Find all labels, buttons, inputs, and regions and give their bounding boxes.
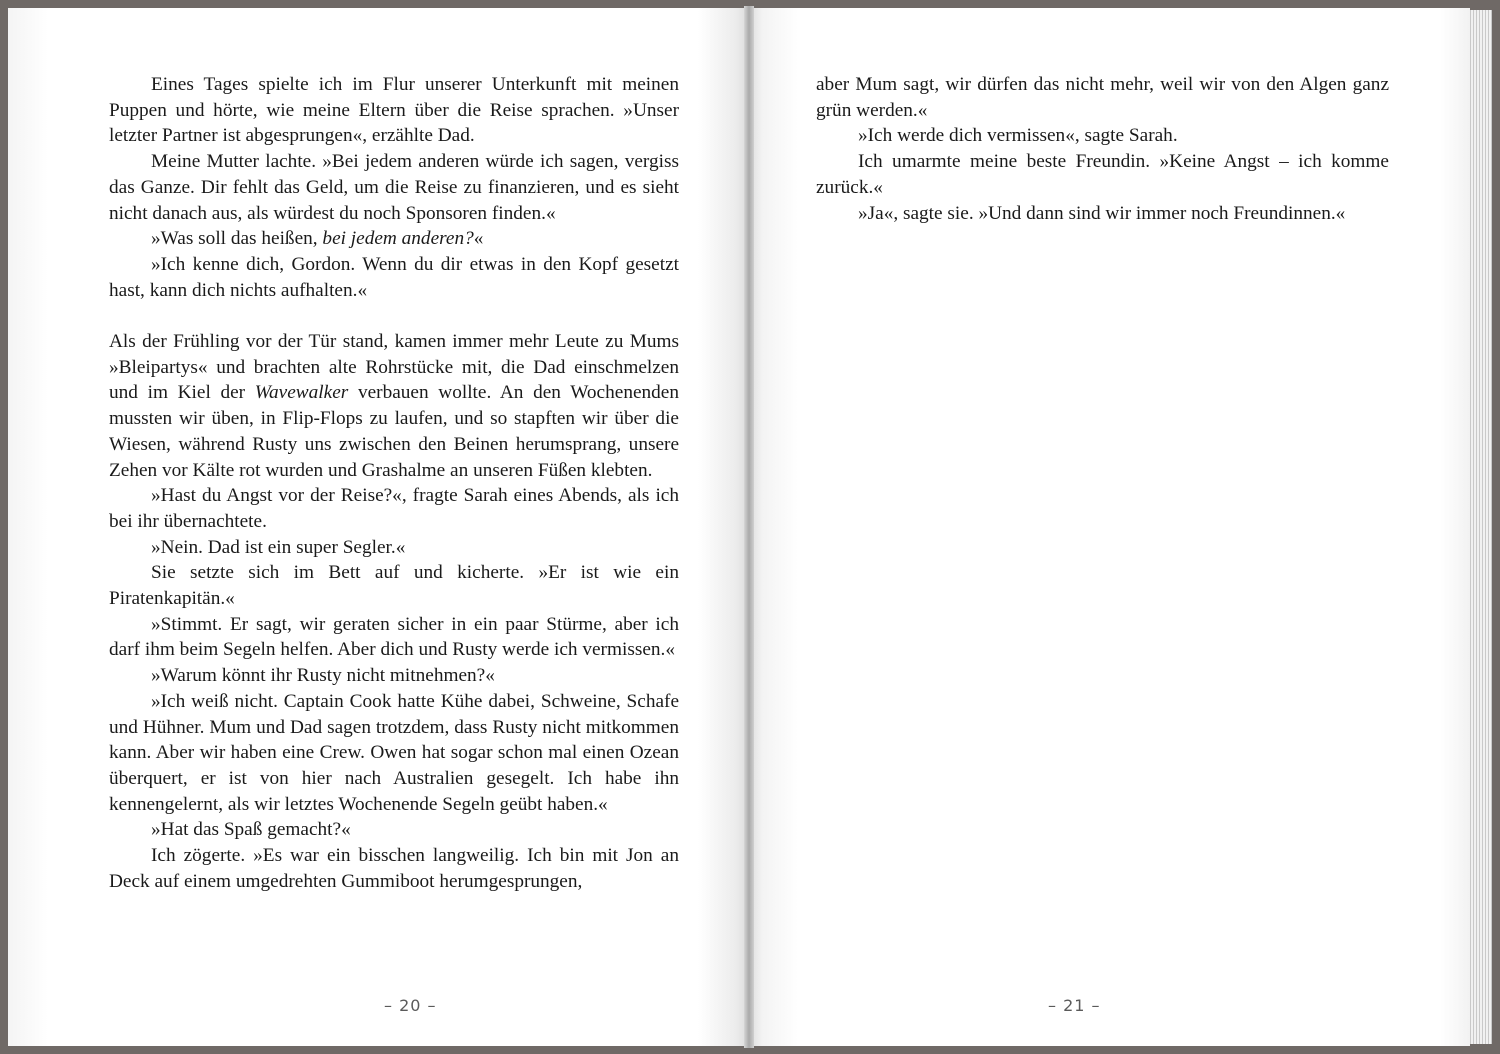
paragraph: [109, 226, 679, 252]
boat-name: Wavewalker: [254, 382, 349, 404]
paragraph: Ich umarmte meine beste Freundin. »Keine Angst – ich komme zurück.«: [816, 151, 1389, 198]
paragraph: Sie setzte sich im Bett auf und kicherte. »Er ist wie ein Piratenkapitän.«: [109, 562, 679, 610]
italic-phrase: bei jedem anderen?: [322, 228, 474, 250]
paragraph: »Stimmt. Er sagt, wir geraten sicher in ein paar Stürme, aber ich darf ihm beim Segeln helfen. Aber dich und Rusty werde ich vermissen.«: [109, 613, 679, 661]
paragraph: Eines Tages spielte ich im Flur unserer Unterkunft mit meinen Puppen und hörte, wie meine Eltern über die Reise sprachen. »Unser letzter Partner ist abgesprungen«, erzählte Dad.: [109, 74, 679, 147]
left-page-text: [109, 72, 679, 894]
paragraph: »Ich kenne dich, Gordon. Wenn du dir etwas in den Kopf gesetzt hast, kann dich nichts aufhalten.«: [109, 253, 679, 301]
book-spine-gutter: [744, 6, 754, 1048]
paragraph: aber Mum sagt, wir dürfen das nicht mehr, weil wir von den Algen ganz grün werden.«: [816, 74, 1389, 121]
paragraph-text: »Was soll das heißen,: [151, 228, 323, 250]
paragraph: »Warum könnt ihr Rusty nicht mitnehmen?«: [151, 665, 495, 687]
paragraph-text: «: [473, 228, 484, 250]
left-page: [8, 8, 748, 1046]
paragraph: [109, 329, 679, 483]
paragraph: »Ich werde dich vermissen«, sagte Sarah.: [858, 125, 1178, 147]
page-number: – 21 –: [1048, 996, 1101, 1015]
paragraph-text: verbauen wollte. An den Wochenenden mussten wir üben, in Flip-Flops zu laufen, und so stapften wir über die Wiesen, während Rusty uns zwischen den Beinen herumsprang, unsere Zehen vor Kälte rot wurden und Grashalme an unseren Füßen klebten.: [109, 382, 679, 481]
right-page-text: [816, 72, 1389, 226]
paragraph: »Ich weiß nicht. Captain Cook hatte Kühe dabei, Schweine, Schafe und Hühner. Mum und Dad sagen trotzdem, dass Rusty nicht mitkommen kann. Aber wir haben eine Crew. Owen hat sogar schon mal einen Ozean überquert, er ist von hier nach Australien gesegelt. Ich habe ihn kennengelernt, als wir letztes Wochenende Segeln geübt haben.«: [109, 690, 679, 815]
page-number: – 20 –: [384, 996, 437, 1015]
paragraph: Ich zögerte. »Es war ein bisschen langweilig. Ich bin mit Jon an Deck auf einem umgedrehten Gummiboot herumgesprungen,: [109, 845, 679, 892]
paragraph: »Nein. Dad ist ein super Segler.«: [151, 536, 406, 558]
paragraph: »Ja«, sagte sie. »Und dann sind wir immer noch Freundinnen.«: [858, 202, 1346, 224]
paragraph: Meine Mutter lachte. »Bei jedem anderen würde ich sagen, vergiss das Ganze. Dir fehlt das Geld, um die Reise zu finanzieren, und es sieht nicht danach aus, als würdest du noch Sponsoren finden.«: [109, 151, 679, 224]
paragraph: »Hast du Angst vor der Reise?«, fragte Sarah eines Abends, als ich bei ihr übernachtete.: [109, 485, 679, 532]
paragraph-text: Als der Frühling vor der Tür stand, kamen immer mehr Leute zu Mums »Bleipartys« und brachten alte Rohrstücke mit, die Dad einschmelzen und im Kiel der: [109, 331, 679, 404]
paragraph: »Hat das Spaß gemacht?«: [151, 819, 351, 841]
right-page: [750, 8, 1470, 1046]
